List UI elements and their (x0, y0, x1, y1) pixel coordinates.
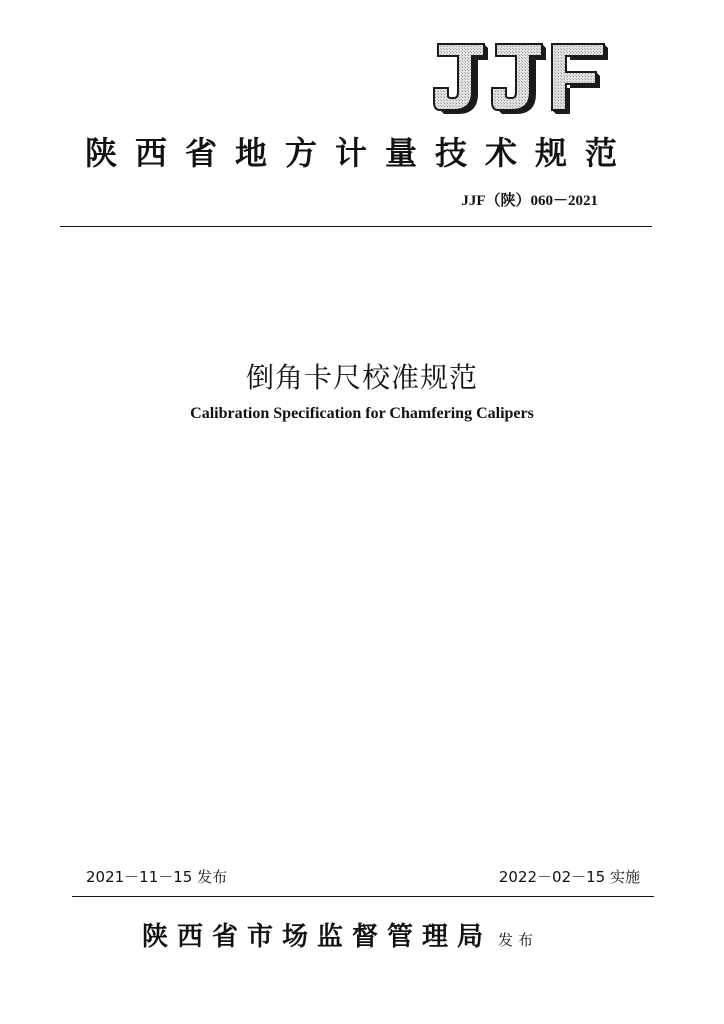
jjf-logo (432, 40, 612, 116)
top-divider (60, 226, 652, 227)
issue-date: 2021－11－15 发布 (86, 868, 228, 886)
standard-number: JJF（陕）060－2021 (461, 193, 598, 209)
bottom-divider (72, 896, 654, 897)
logo-letter-j-1 (434, 44, 488, 114)
publisher-line (142, 916, 538, 953)
document-title-en: Calibration Specification for Chamfering Calipers (190, 405, 534, 422)
logo-letter-f (552, 44, 608, 114)
org-title: 陕西省地方计量技术规范 (84, 134, 635, 172)
effective-date: 2022－02－15 实施 (498, 868, 640, 886)
publisher-name: 陕西省市场监督管理局 (142, 922, 493, 952)
publisher-suffix: 发布 (498, 931, 539, 949)
logo-letter-j-2 (492, 44, 546, 114)
document-title-cn: 倒角卡尺校准规范 (245, 361, 478, 394)
